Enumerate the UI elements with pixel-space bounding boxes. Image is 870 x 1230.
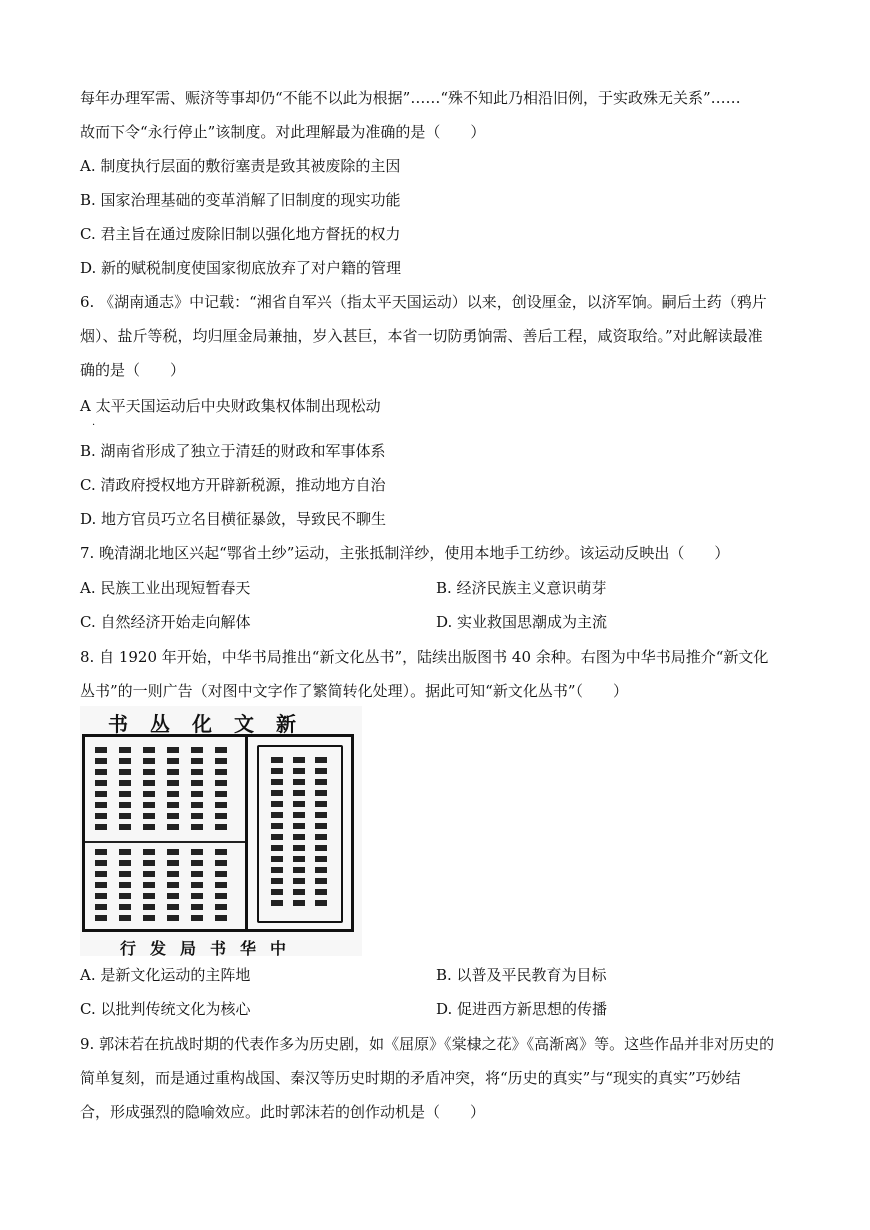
ad-text-column xyxy=(191,747,203,835)
ad-text-column xyxy=(293,757,305,907)
q6-option-d: D. 地方官员巧立名目横征暴敛，导致民不聊生 xyxy=(80,510,387,528)
q5-stem-line-1: 每年办理军需、赈济等事却仍“不能不以此为根据”……“殊不知此乃相沿旧例，于实政殊无关系”…… xyxy=(80,89,741,107)
q6-option-c: C. 清政府授权地方开辟新税源，推动地方自治 xyxy=(80,476,386,494)
ad-text-column xyxy=(215,849,227,925)
q7-option-a: A. 民族工业出现短暂春天 xyxy=(80,579,251,597)
q7-option-d: D. 实业救国思潮成为主流 xyxy=(436,613,608,631)
q9-stem-line-1: 9. 郭沫若在抗战时期的代表作多为历史剧，如《屈原》《棠棣之花》《高渐离》等。这些作品并非对历史的 xyxy=(80,1035,775,1053)
q8-option-d: D. 促进西方新思想的传播 xyxy=(436,1000,608,1018)
q7-option-b: B. 经济民族主义意识萌芽 xyxy=(436,579,607,597)
ad-text-column xyxy=(95,849,107,925)
ad-text-column xyxy=(271,757,283,907)
q9-stem-line-2: 简单复刻，而是通过重构战国、秦汉等历史时期的矛盾冲突，将“历史的真实”与“现实的真实”巧妙结 xyxy=(80,1069,741,1087)
q8-option-c: C. 以批判传统文化为核心 xyxy=(80,1000,251,1018)
ad-text-column xyxy=(167,747,179,835)
q8-stem-line-2: 丛书”的一则广告（对图中文字作了繁简转化处理）。据此可知“新文化丛书”（ ） xyxy=(80,682,629,700)
q8-option-b: B. 以普及平民教育为目标 xyxy=(436,966,607,984)
q6-option-b: B. 湖南省形成了独立于清廷的财政和军事体系 xyxy=(80,442,386,460)
q8-option-a: A. 是新文化运动的主阵地 xyxy=(80,966,251,984)
advertisement-image xyxy=(80,706,362,956)
ad-text-column xyxy=(191,849,203,925)
ad-text-column xyxy=(315,757,327,907)
q5-stem-line-2: 故而下令“永行停止”该制度。对此理解最为准确的是（ ） xyxy=(80,123,486,141)
q5-option-d: D. 新的赋税制度使国家彻底放弃了对户籍的管理 xyxy=(80,259,402,277)
q6-stem-line-1: 6. 《湖南通志》中记载：“湘省自军兴（指太平天国运动）以来，创设厘金，以济军饷。嗣后土药（鸦片 xyxy=(80,293,767,311)
stray-mark: · xyxy=(92,420,96,431)
q8-stem-line-1: 8. 自 1920 年开始，中华书局推出“新文化丛书”，陆续出版图书 40 余种。右图为中华书局推介“新文化 xyxy=(80,648,769,666)
ad-frame xyxy=(82,734,354,932)
q6-option-a: A 太平天国运动后中央财政集权体制出现松动 xyxy=(80,397,381,415)
ad-text-column xyxy=(95,747,107,835)
ad-text-column xyxy=(119,747,131,835)
q9-stem-line-3: 合，形成强烈的隐喻效应。此时郭沫若的创作动机是（ ） xyxy=(80,1103,486,1121)
ad-footer: 行发局书华中 xyxy=(120,939,301,958)
q7-option-c: C. 自然经济开始走向解体 xyxy=(80,613,251,631)
ad-description-box xyxy=(257,745,343,923)
q7-stem: 7. 晚清湖北地区兴起“鄂省土纱”运动，主张抵制洋纱，使用本地手工纺纱。该运动反映出（ ） xyxy=(80,544,730,562)
q5-option-c: C. 君主旨在通过废除旧制以强化地方督抚的权力 xyxy=(80,225,401,243)
ad-text-column xyxy=(143,849,155,925)
ad-text-column xyxy=(215,747,227,835)
ad-text-column xyxy=(119,849,131,925)
ad-divider-vertical xyxy=(245,737,248,929)
q5-option-a: A. 制度执行层面的敷衍塞责是致其被废除的主因 xyxy=(80,157,401,175)
ad-divider-horizontal xyxy=(85,841,245,843)
q5-option-b: B. 国家治理基础的变革消解了旧制度的现实功能 xyxy=(80,191,401,209)
ad-title: 书丛化文新 xyxy=(108,712,318,736)
q6-stem-line-2: 烟）、盐斤等税，均归厘金局兼抽，岁入甚巨，本省一切防勇饷需、善后工程，咸资取给。”对此解读最准 xyxy=(80,327,763,345)
q6-stem-line-3: 确的是（ ） xyxy=(80,361,186,379)
ad-text-column xyxy=(167,849,179,925)
ad-text-column xyxy=(143,747,155,835)
